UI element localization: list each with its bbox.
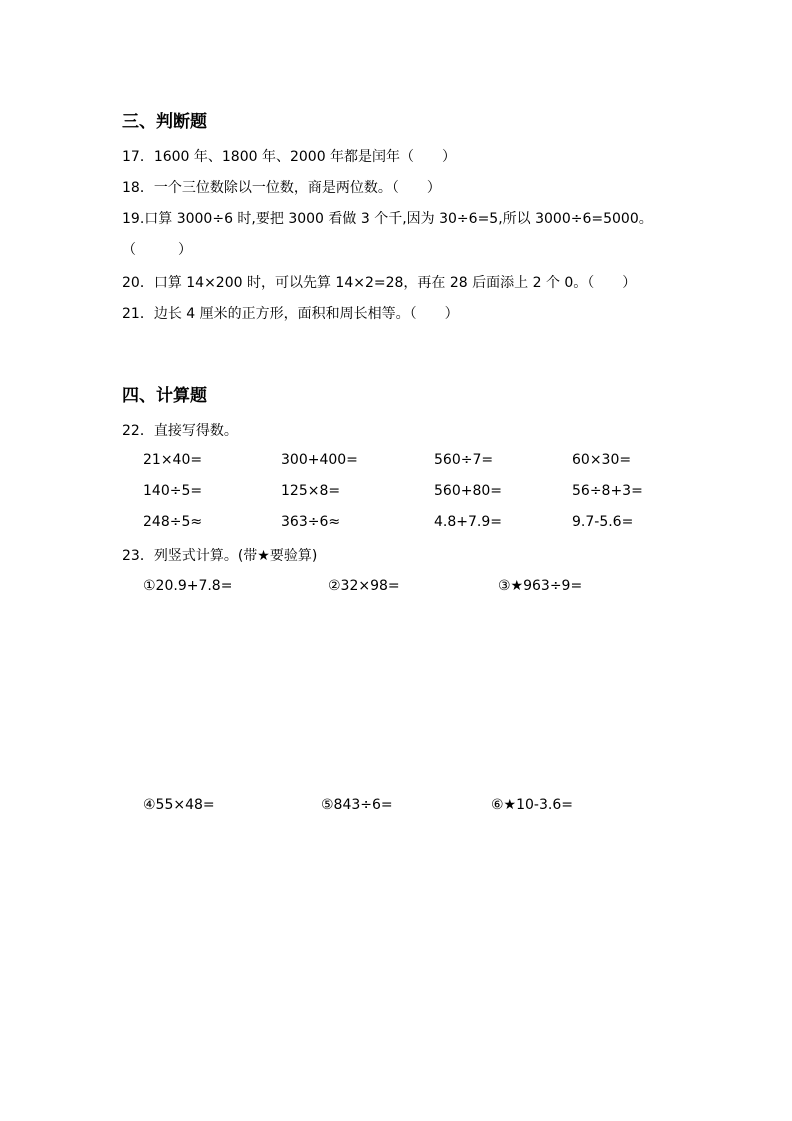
vertical-item: ④55×48= [143, 797, 215, 813]
mental-item: 60×30= [572, 452, 632, 468]
section-4-heading: 四、计算题 [122, 386, 207, 406]
mental-item: 560+80= [434, 483, 502, 499]
question-17: 17．1600 年、1800 年、2000 年都是闰年（ ） [122, 149, 457, 165]
vertical-item: ①20.9+7.8= [143, 578, 233, 594]
question-19: 19.口算 3000÷6 时,要把 3000 看做 3 个千,因为 30÷6=5,所以 3000÷6=5000。 [122, 211, 653, 227]
mental-item: 4.8+7.9= [434, 514, 502, 530]
question-18: 18．一个三位数除以一位数，商是两位数。（ ） [122, 180, 441, 196]
mental-item: 560÷7= [434, 452, 494, 468]
mental-item: 9.7-5.6= [572, 514, 634, 530]
question-19-answer-paren: （ ） [122, 242, 192, 258]
question-22: 22．直接写得数。 [122, 423, 238, 439]
mental-item: 21×40= [143, 452, 203, 468]
section-3-heading: 三、判断题 [122, 112, 207, 132]
vertical-item: ②32×98= [328, 578, 400, 594]
question-20: 20．口算 14×200 时，可以先算 14×2=28，再在 28 后面添上 2 个 0。（ ） [122, 275, 637, 291]
question-23: 23．列竖式计算。(带★要验算) [122, 548, 318, 564]
mental-item: 56÷8+3= [572, 483, 643, 499]
vertical-item: ⑤843÷6= [321, 797, 393, 813]
mental-item: 363÷6≈ [281, 514, 341, 530]
mental-item: 300+400= [281, 452, 358, 468]
question-21: 21．边长 4 厘米的正方形，面积和周长相等。（ ） [122, 306, 459, 322]
mental-item: 248÷5≈ [143, 514, 203, 530]
vertical-item: ⑥★10-3.6= [491, 797, 573, 813]
vertical-item: ③★963÷9= [498, 578, 583, 594]
mental-item: 125×8= [281, 483, 341, 499]
mental-item: 140÷5= [143, 483, 203, 499]
